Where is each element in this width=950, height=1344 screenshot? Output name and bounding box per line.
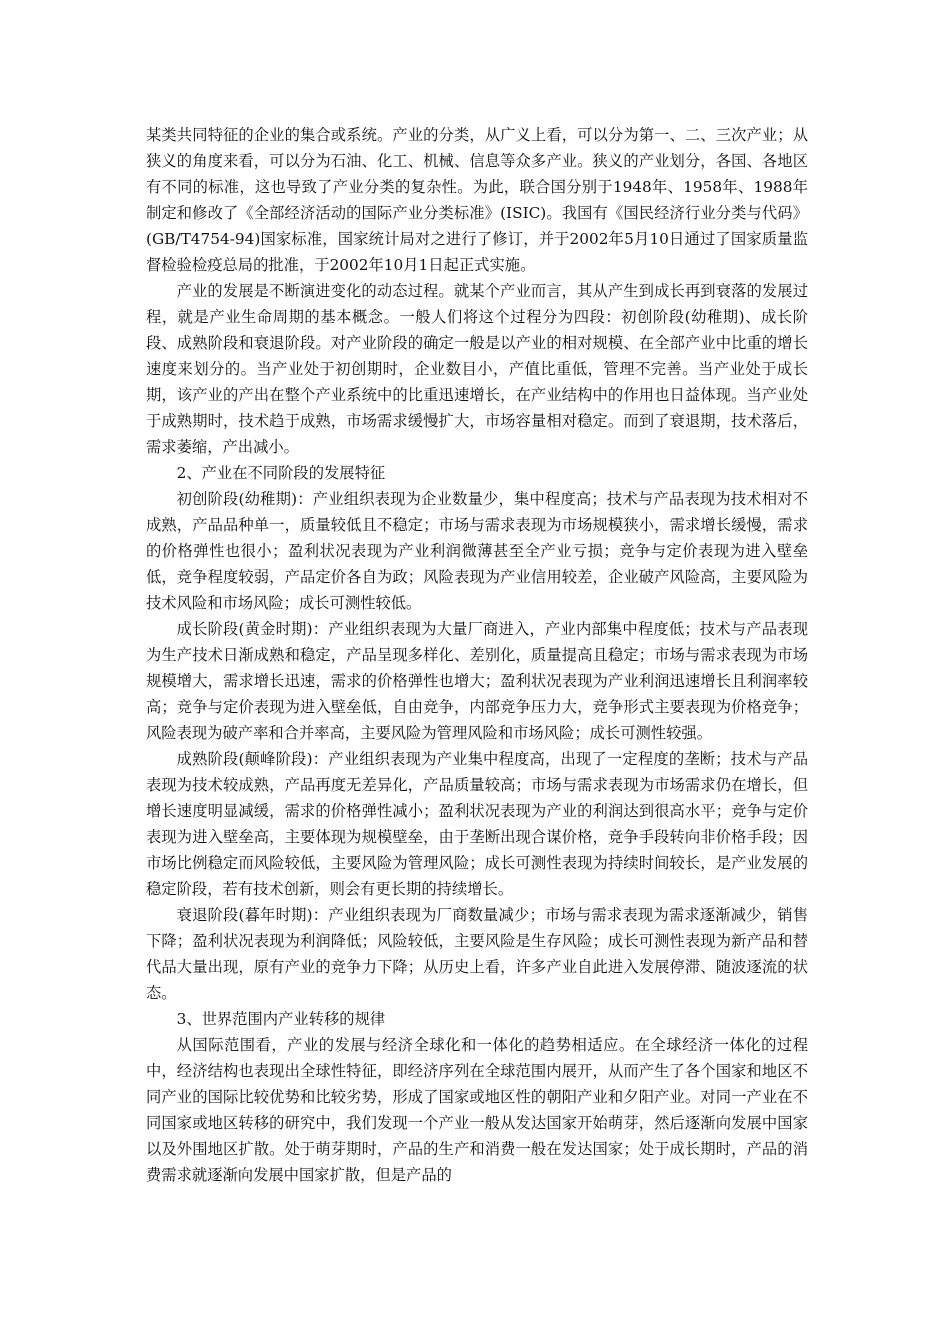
body-paragraph-industry-lifecycle: 产业的发展是不断演进变化的动态过程。就某个产业而言，其从产生到成长再到衰落的发展过程，就是产业生命周期的基本概念。一般人们将这个过程分为四段：初创阶段(幼稚期)、成长阶段、成熟阶段和衰退阶段。对产业阶段的确定一般是以产业的相对规模、在全部产业中比重的增长速度来划分的。当产业处于初创期时，企业数目小，产值比重低，管理不完善。当产业处于成长期，该产业的产出在整个产业系统中的比重迅速增长，在产业结构中的作用也日益体现。当产业处于成熟期时，技术趋于成熟，市场需求缓慢扩大，市场容量相对稳定。而到了衰退期，技术落后，需求萎缩，产出减小。 xyxy=(146,282,808,456)
body-paragraph-continued: 某类共同特征的企业的集合或系统。产业的分类，从广义上看，可以分为第一、二、三次产业；从狭义的角度来看，可以分为石油、化工、机械、信息等众多产业。狭义的产业划分，各国、各地区有不同的标准，这也导致了产业分类的复杂性。为此，联合国分别于1948年、1958年、1988年制定和修改了《全部经济活动的国际产业分类标准》(ISIC)。我国有《国民经济行业分类与代码》(GB/T4754-94)国家标准，国家统计局对之进行了修订，并于2002年5月10日通过了国家质量监督检验检疫总局的批准，于2002年10月1日起正式实施。 xyxy=(146,126,808,274)
section-heading-stage-characteristics: 2、产业在不同阶段的发展特征 xyxy=(176,464,386,482)
body-paragraph-startup-stage: 初创阶段(幼稚期)：产业组织表现为企业数量少，集中程度高；技术与产品表现为技术相对不成熟，产品品种单一，质量较低且不稳定；市场与需求表现为市场规模狭小，需求增长缓慢，需求的价格弹性也很小；盈利状况表现为产业利润微薄甚至全产业亏损；竞争与定价表现为进入壁垒低，竞争程度较弱，产品定价各自为政；风险表现为产业信用较差，企业破产风险高，主要风险为技术风险和市场风险；成长可测性较低。 xyxy=(146,490,808,612)
body-paragraph-decline-stage: 衰退阶段(暮年时期)：产业组织表现为厂商数量减少；市场与需求表现为需求逐渐减少，销售下降；盈利状况表现为利润降低；风险较低，主要风险是生存风险；成长可测性表现为新产品和替代品大量出现，原有产业的竞争力下降；从历史上看，许多产业自此进入发展停滞、随波逐流的状态。 xyxy=(146,906,808,1002)
document-page xyxy=(146,122,808,1188)
body-paragraph-mature-stage: 成熟阶段(颠峰阶段)：产业组织表现为产业集中程度高，出现了一定程度的垄断；技术与产品表现为技术较成熟，产品再度无差异化，产品质量较高；市场与需求表现为市场需求仍在增长，但增长速度明显减缓，需求的价格弹性减小；盈利状况表现为产业的利润达到很高水平；竞争与定价表现为进入壁垒高，主要体现为规模壁垒，由于垄断出现合谋价格，竞争手段转向非价格手段；因市场比例稳定而风险较低，主要风险为管理风险；成长可测性表现为持续时间较长，是产业发展的稳定阶段，若有技术创新，则会有更长期的持续增长。 xyxy=(146,750,808,898)
section-heading-industry-transfer: 3、世界范围内产业转移的规律 xyxy=(176,1010,386,1028)
body-paragraph-growth-stage: 成长阶段(黄金时期)：产业组织表现为大量厂商进入，产业内部集中程度低；技术与产品表现为生产技术日渐成熟和稳定，产品呈现多样化、差别化，质量提高且稳定；市场与需求表现为市场规模增大，需求增长迅速，需求的价格弹性也增大；盈利状况表现为产业利润迅速增长且利润率较高；竞争与定价表现为进入壁垒低，自由竞争，内部竞争压力大，竞争形式主要表现为价格竞争；风险表现为破产率和合并率高，主要风险为管理风险和市场风险；成长可测性较强。 xyxy=(146,620,808,742)
body-paragraph-international-transfer: 从国际范围看，产业的发展与经济全球化和一体化的趋势相适应。在全球经济一体化的过程中，经济结构也表现出全球性特征，即经济序列在全球范围内展开，从而产生了各个国家和地区不同产业的国际比较优势和比较劣势，形成了国家或地区性的朝阳产业和夕阳产业。对同一产业在不同国家或地区转移的研究中，我们发现一个产业一般从发达国家开始萌芽，然后逐渐向发展中国家以及外围地区扩散。处于萌芽期时，产品的生产和消费一般在发达国家；处于成长期时，产品的消费需求就逐渐向发展中国家扩散，但是产品的 xyxy=(146,1036,808,1184)
